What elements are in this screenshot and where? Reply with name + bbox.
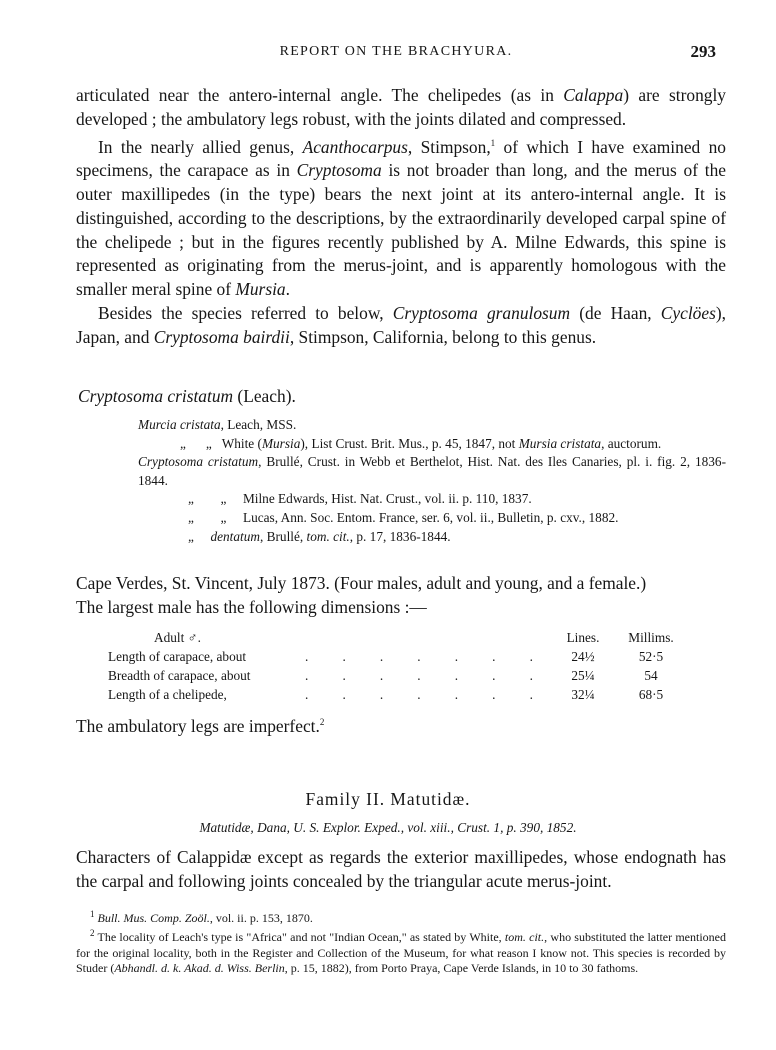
paragraph-2: In the nearly allied genus, Acanthocarpus, Stimpson,$^1$ of which I have examined no specimens, the carapace as in Cryptosoma is not broader than long, and the merus of the outer maxillipedes (in the type) bears the next joint at its antero-internal angle. It is distinguished, according to the descriptions, by the extraordinarily developed carpal spine of the chelipede ; but in the figures recently published by A. Milne Edwards, this spine is represented as originating from the merus-joint, and is apparently homologous with the smaller meral spine of Mursia.: [76, 136, 727, 300]
dimensions-row: Length of carapace, about . . . . . . . 24½ 52·5: [108, 649, 664, 664]
footnote-2: $^2$ The locality of Leach's type is "Africa" and not "Indian Ocean," as stated by White, tom. cit., who substituted the latter mentioned for the original locality, both in the Register and Collection of the Museum, for what reason I know not. This species is recorded by Studer (Abhandl. d. k. Akad. d. Wiss. Berlin, p. 15, 1882), from Porto Praya, Cape Verde Islands, in 10 to 30 fathoms.: [76, 928, 726, 976]
synonymy-item: Murcia cristata, Leach, MSS.: [138, 417, 297, 432]
synonymy-item: „ „ Milne Edwards, Hist. Nat. Crust., vol. ii. p. 110, 1837.: [168, 491, 532, 507]
dimensions-header: [108, 628, 708, 647]
dimensions-row: Length of a chelipede, . . . . . . . 32¼ 68·5: [108, 687, 664, 702]
synonymy-item: „ „ White (Mursia), List Crust. Brit. Mus., p. 45, 1847, not Mursia cristata, auctorum.: [170, 435, 662, 451]
paragraph-1: articulated near the antero-internal angle. The chelipedes (as in Calappa) are strongly developed ; the ambulatory legs robust, with the joints dilated and compressed.: [76, 85, 726, 129]
dimensions-row: Breadth of carapace, about . . . . . . . 25¼ 54: [108, 668, 658, 683]
synonymy-item: Cryptosoma cristatum, Brullé, Crust. in Webb et Berthelot, Hist. Nat. des Iles Canaries, pl. i. fig. 2, 1836-1844.: [138, 454, 727, 488]
ambulatory-note: The ambulatory legs are imperfect.$^2$: [76, 716, 325, 736]
synonymy-item: „ dentatum, Brullé, tom. cit., p. 17, 1836-1844.: [168, 528, 451, 544]
locality-line-2: The largest male has the following dimensions :—: [76, 596, 427, 617]
family-characters: Characters of Calappidæ except as regards the exterior maxillipedes, whose endognath has the carpal and following joints concealed by the triangular acute merus-joint.: [76, 847, 726, 891]
synonymy-list: [76, 416, 726, 546]
family-heading: Family II. Matutidæ.: [305, 789, 471, 809]
paragraph-3: Besides the species referred to below, Cryptosoma granulosum (de Haan, Cyclöes), Japan, and Cryptosoma bairdii, Stimpson, California, belong to this genus.: [76, 302, 726, 347]
intro-text: [76, 84, 726, 350]
dimensions-table: [108, 628, 708, 704]
locality-line-1: Cape Verdes, St. Vincent, July 1873. (Four males, adult and young, and a female.): [76, 573, 647, 593]
footnote-1: $^1$ Bull. Mus. Comp. Zoöl., vol. ii. p. 153, 1870.: [90, 909, 313, 925]
column-millims: Millims.: [628, 630, 674, 645]
dimensions-head-label: Adult ♂.: [154, 630, 201, 645]
running-title: REPORT ON THE BRACHYURA.: [279, 44, 513, 59]
footnote-ref-2: 2: [319, 717, 325, 728]
column-lines: Lines.: [566, 630, 600, 645]
footnotes: [76, 907, 726, 977]
species-heading: Cryptosoma cristatum (Leach).: [78, 386, 296, 406]
footnote-ref-1: 1: [490, 137, 496, 148]
running-header: [76, 44, 716, 64]
synonymy-item: „ „ Lucas, Ann. Soc. Entom. France, ser. 6, vol. ii., Bulletin, p. cxv., 1882.: [168, 509, 619, 525]
family-citation: Matutidæ, Dana, U. S. Explor. Exped., vol. xiii., Crust. 1, p. 390, 1852.: [199, 820, 577, 835]
locality-text: [76, 572, 726, 620]
page-number: 293: [690, 42, 716, 61]
